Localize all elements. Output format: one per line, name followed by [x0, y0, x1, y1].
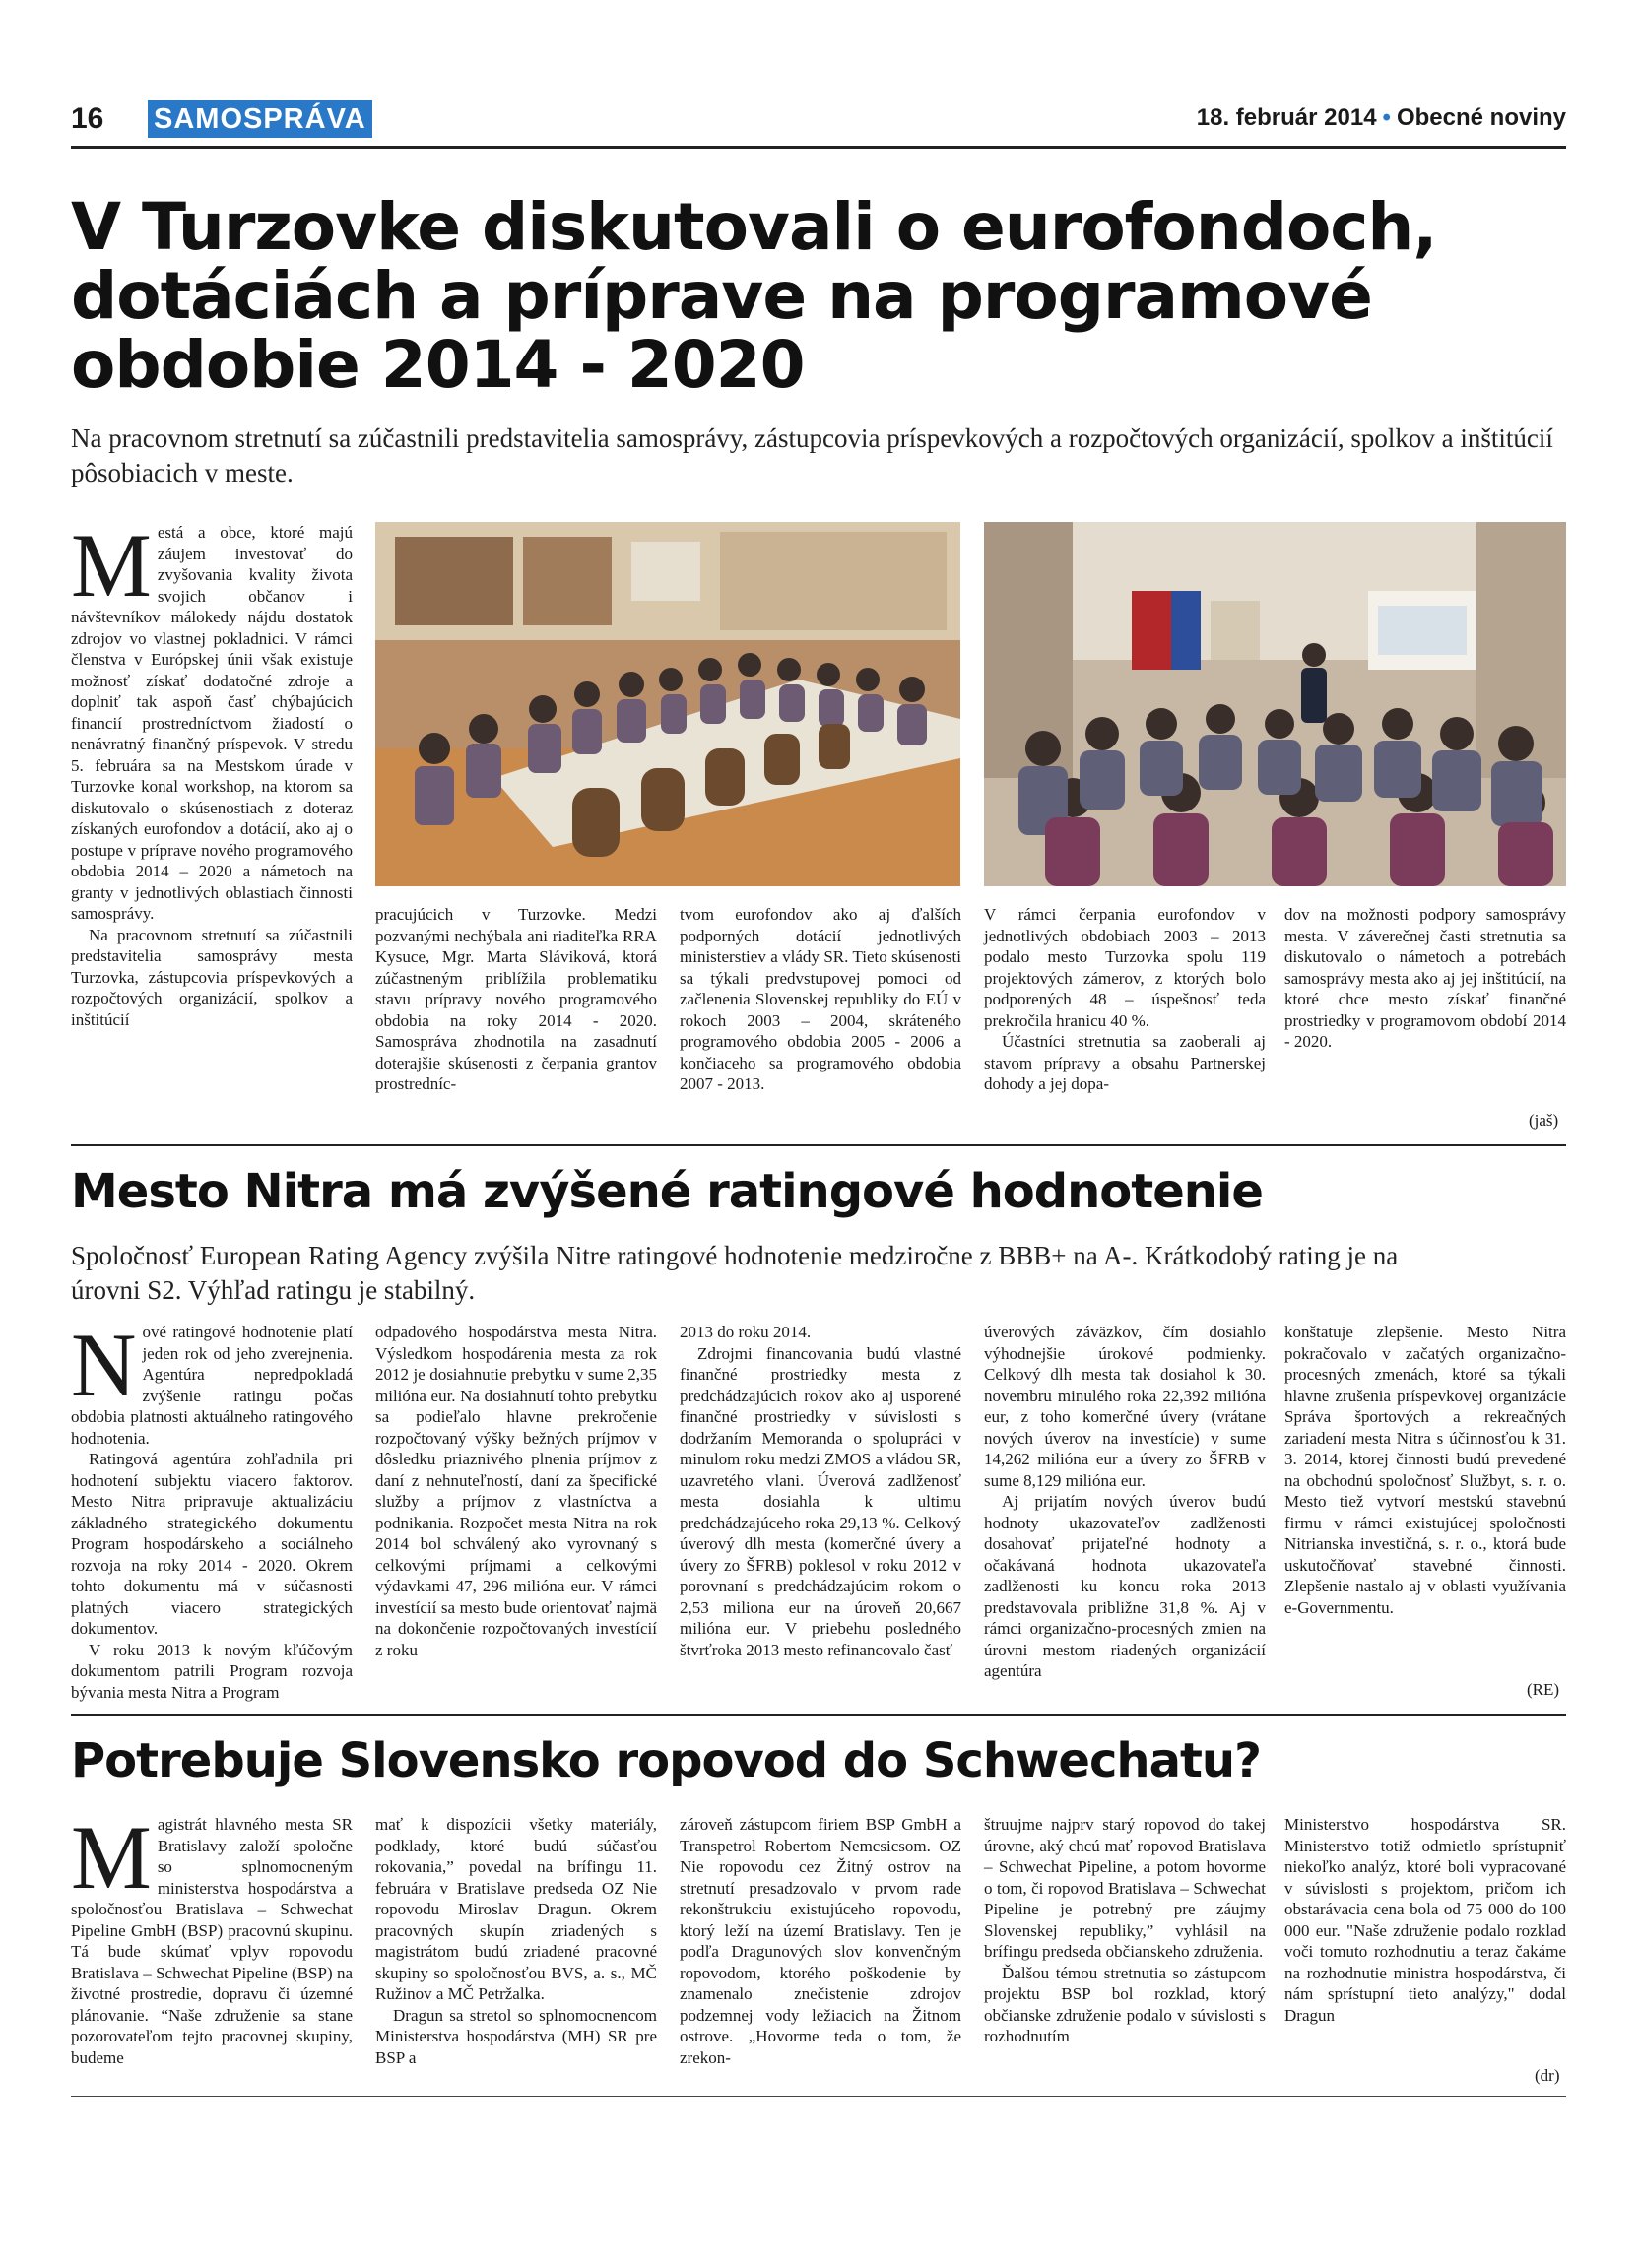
article1-paragraph: pracujúcich v Turzovke. Medzi pozvanými nechýbala ani riaditeľka RRA Kysuce, Mgr. Marta Sláviková, ktorá zúčastneným priblížila problematiku stavu prípravy nového programového obdobia na roky 2014 - 2020. Samospráva zhodnotila na zasadnutí doterajšie skúsenosti z čerpania grantov prostredníc- — [375, 905, 657, 1093]
section-tag: SAMOSPRÁVA — [148, 100, 372, 138]
article1-paragraph: Na pracovnom stretnutí sa zúčastnili predstavitelia samosprávy mesta Turzovka, zástupcovia príspevkových a rozpočtových organizácií, spolkov a inštitúcií — [71, 925, 353, 1029]
issue-date: 18. február 2014 — [1196, 104, 1377, 131]
section-divider — [71, 1144, 1566, 1146]
issue-separator: • — [1382, 104, 1391, 131]
article2-paragraph: V roku 2013 k novým kľúčovým dokumentom patrili Program rozvoja bývania mesta Nitra a Program — [71, 1640, 353, 1702]
article2-deck: Spoločnosť European Rating Agency zvýšila Nitre ratingové hodnotenie medziročne z BBB+ na A-. Krátkodobý rating je na úrovni S2. Výhľad ratingu je stabilný. — [71, 1241, 1399, 1305]
article3-paragraph: zároveň zástupcom firiem BSP GmbH a Transpetrol Robertom Nemcsicsom. OZ Nie ropovodu cez Žitný ostrov na stretnutí presadzovalo v prvom rade rekonštrukciu existujúceho ropovodu, ktorý leží na území Bratislavy. Ten je podľa Dragunových slov konvenčným ropovodom, ktorého poškodenie by znamenalo znečistenie zdrojov podzemnej vody ležiacich na Žitnom ostrove. „Hovorme teda o tom, že zrekon- — [680, 1815, 961, 2067]
article2-credit: (RE) — [1527, 1680, 1560, 1699]
article1-paragraph: dov na možnosti podpory samosprávy mesta. V záverečnej časti stretnutia sa diskutovalo o námetoch a potrebách samosprávy mesta ako aj jej inštitúcií, na ktoré chce mesto získať finančné prostriedky v programovom období 2014 - 2020. — [1284, 905, 1566, 1051]
article3-title: Potrebuje Slovensko ropovod do Schwechatu? — [71, 1733, 1261, 1788]
article3-paragraph: Ministerstvo hospodárstva SR. Ministerstvo totiž odmietlo sprístupniť niekoľko analýz, ktoré boli vypracované v súvislosti s projektom, pričom ich obstarávacia cena bola od 75 000 do 100 000 eur. "Naše združenie podalo rozklad voči tomuto rozhodnutiu a teraz čakáme na rozhodnutie ministra hospodárstva, či nám sprístupní tieto analýzy," dodal Dragun — [1284, 1815, 1566, 2025]
photo-meeting-room-1 — [375, 522, 960, 886]
article2-paragraph: 2013 do roku 2014. — [680, 1323, 812, 1341]
article1-deck: Na pracovnom stretnutí sa zúčastnili predstavitelia samosprávy, zástupcovia príspevkových a rozpočtových organizácií, spolkov a inštitúcií pôsobiacich v meste. — [71, 423, 1553, 487]
article3-paragraph: agistrát hlavného mesta SR Bratislavy založí spoločne so splnomocneným ministerstva hospodárstva a spoločnosťou Bratislava – Schwechat Pipeline GmbH (BSP) pracovnú skupinu. Tá bude skúmať vplyv ropovodu Bratislava – Schwechat Pipeline (BSP) na životné prostredie, dopravu či územné plánovanie. “Naše združenie sa stane pozorovateľom tejto pracovnej skupiny, budeme — [71, 1815, 353, 2067]
article2-paragraph: úverových záväzkov, čím dosiahlo výhodnejšie úrokové podmienky. Celkový dlh mesta tak dosiahol k 30. novembru minulého roka 22,392 milióna eur, z toho komerčné úvery (vrátane nových úverov na investície) v sume 14,262 milióna eur a úvery zo ŠFRB v sume 8,129 milióna eur. — [984, 1323, 1266, 1490]
article2-column-3 — [680, 1322, 961, 1660]
article1-dropcap: M — [71, 515, 152, 616]
article2-paragraph: odpadového hospodárstva mesta Nitra. Výsledkom hospodárenia mesta za rok 2012 je dosiahnutie prebytku v sume 2,35 milióna eur. Na dosiahnutí tohto prebytku sa podieľalo hlavne prekročenie rozpočtovaný výšky bežných príjmov v dôsledku priaznivého plnenia príjmov z daní z nehnuteľností, daní za špecifické služby a príjmov z vlastníctva a podnikania. Rozpočet mesta Nitra na rok 2014 bol schválený ako vyrovnaný s celkovými príjmami a celkovými výdavkami 47, 296 milióna eur. V rámci investícií sa mesto bude orientovať najmä na dokončenie rozpočtovaných investícií z roku — [375, 1323, 657, 1659]
article3-column-2 — [375, 1814, 657, 2068]
article3-paragraph: Dragun sa stretol so splnomocnencom Ministerstva hospodárstva (MH) SR pre BSP a — [375, 2005, 657, 2067]
article1-paragraph: está a obce, ktoré majú záujem investovať do zvyšovania kvality života svojich občanov i návštevníkov málokedy nájdu dostatok zdrojov vo vlastnej pokladnici. V rámci členstva v Európskej únii však existuje možnosť získať dodatočné zdroje a doplniť tak aspoň časť chýbajúcich financií prostredníctvom žiadostí o nenávratný finančný príspevok. V stredu 5. februára sa na Mestskom úrade v Turzovke konal workshop, na ktorom sa diskutovalo o skúsenostiach z doteraz získaných eurofondov a dotácií, ako aj o postupe v príprave nového programového obdobia 2014 – 2020 a námetoch na granty v jednotlivých oblastiach činnosti samosprávy. — [71, 523, 353, 923]
article1-column-1 — [71, 515, 353, 1030]
article1-credit: (jaš) — [1529, 1111, 1559, 1130]
page-header — [71, 97, 1566, 149]
photo-meeting-room-2 — [984, 522, 1566, 886]
article3-column-4 — [984, 1814, 1266, 2047]
article1-column-4 — [984, 904, 1266, 1095]
issue-info — [1197, 104, 1566, 132]
article2-paragraph: Aj prijatím nových úverov budú hodnoty ukazovateľov zadlženosti dosahovať prijateľné hodnoty a očakávaná hodnota ukazovateľa zadlženosti ku koncu roka 2013 predstavovala približne 31,8 %. Aj v rámci organizačno-procesných zmien na úrovni mestom riadených organizácií agentúra — [984, 1492, 1266, 1680]
article1-column-5 — [1284, 904, 1566, 1053]
article2-paragraph: Zdrojmi financovania budú vlastné finančné prostriedky mesta z predchádzajúcich rokov ako aj usporené finančné prostriedky v súvislosti s dodržaním Memoranda o spolupráci v minulom roku medzi ZMOS a vládou SR, uzavretého vlani. Úverová zadlženosť mesta dosiahla k ultimu predchádzajúceho roka 29,13 %. Celkový úverový dlh mesta (komerčné úvery a úvery zo ŠFRB) poklesol v roku 2012 v porovnaní s predchádzajúcim rokom o 2,53 miliona eur na úroveň 20,667 milióna eur. V priebehu posledného štvrťroka 2013 mesto refinancovalo časť — [680, 1343, 961, 1659]
photo-meeting-room-2-image — [984, 522, 1566, 886]
article3-paragraph: mať k dispozícii všetky materiály, podklady, ktoré budú súčasťou rokovania,” povedal na brífingu 11. februára v Bratislave predseda OZ Nie ropovodu Miroslav Dragun. Okrem pracovných skupín zriadených s magistrátom budú zriadené pracovné skupiny so spoločnosťou BVS, a. s., MČ Ružinov a MČ Petržalka. — [375, 1815, 657, 2003]
page-number: 16 — [71, 102, 104, 135]
article1-title: V Turzovke diskutovali o eurofondoch, dotáciách a príprave na programové obdobie 2014 - 2020 — [71, 189, 1437, 403]
article2-column-2 — [375, 1322, 657, 1660]
article3-dropcap: M — [71, 1807, 152, 1908]
article3-paragraph: Ďalšou témou stretnutia so zástupcom projektu BSP bol rozklad, ktorý občianske združenie podalo v súvislosti s rozhodnutím — [984, 1963, 1266, 2045]
article1-column-2 — [375, 904, 657, 1095]
page-bottom-rule — [71, 2096, 1566, 2097]
article2-paragraph: Ratingová agentúra zohľadnila pri hodnotení subjektu viacero faktorov. Mesto Nitra pripravuje aktualizáciu základného strategického dokumentu Program hospodárskeho a sociálneho rozvoja na roky 2014 - 2020. Okrem tohto dokumentu má v súčasnosti platných viacero strategických dokumentov. — [71, 1450, 353, 1638]
article3-paragraph: štruujme najprv starý ropovod do takej úrovne, aký chcú mať ropovod Bratislava – Schwechat Pipeline, a potom hovorme o tom, či ropovod Bratislava – Schwechat Pipeline je potrebný pre záujmy Slovenskej republiky,” vyhlásil na brífingu predseda občianskeho združenia. — [984, 1815, 1266, 1961]
article2-column-4 — [984, 1322, 1266, 1682]
section-divider — [71, 1714, 1566, 1716]
article1-paragraph: tvom eurofondov ako aj ďalších podporných dotácií jednotlivých ministerstiev a vlády SR. Tieto skúsenosti sa týkali predvstupovej pomoci od začlenenia Slovenskej republiky do EÚ v rokoch 2003 – 2004, skráteného programového obdobia 2005 - 2006 a končiaceho sa programového obdobia 2007 - 2013. — [680, 905, 961, 1093]
article3-column-1 — [71, 1807, 353, 2068]
article3-column-3 — [680, 1814, 961, 2068]
article1-column-3 — [680, 904, 961, 1095]
article1-paragraph: Účastníci stretnutia sa zaoberali aj stavom prípravy a obsahu Partnerskej dohody a jej dopa- — [984, 1032, 1266, 1093]
article1-paragraph: V rámci čerpania eurofondov v jednotlivých obdobiach 2003 – 2013 podalo mesto Turzovka spolu 119 projektových zámerov, z ktorých bolo podporených 48 – úspešnosť teda prekročila hranicu 40 %. — [984, 905, 1266, 1030]
photo-meeting-room-1-image — [375, 522, 960, 886]
article2-column-5 — [1284, 1322, 1566, 1618]
article2-paragraph: ové ratingové hodnotenie platí jeden rok od jeho zverejnenia. Agentúra nepredpokladá zvýšenie ratingu počas obdobia platnosti aktuálneho ratingového hodnotenia. — [71, 1323, 353, 1448]
article2-dropcap: N — [71, 1315, 137, 1415]
publication-name: Obecné noviny — [1396, 104, 1566, 131]
article2-paragraph: konštatuje zlepšenie. Mesto Nitra pokračovalo v začatých organizačno-procesných zmenách, ktoré sa týkali hlavne zrušenia príspevkovej organizácie Správa športových a rekreačných zariadení mesta Nitra s účinnosťou k 31. 3. 2014, ktorej činnosti budú prevedené na obchodnú spoločnosť Službyt, s. r. o. Mesto tiež vytvorí mestskú stavebnú firmu v rámci existujúcej spoločnosti Nitrianska investičná, s. r. o., ktorá bude uskutočňovať stavebné činnosti. Zlepšenie nastalo aj v oblasti využívania e-Governmentu. — [1284, 1323, 1566, 1617]
article2-title: Mesto Nitra má zvýšené ratingové hodnotenie — [71, 1164, 1263, 1219]
article3-credit: (dr) — [1535, 2066, 1560, 2085]
article3-column-5 — [1284, 1814, 1566, 2026]
article2-column-1 — [71, 1315, 353, 1703]
